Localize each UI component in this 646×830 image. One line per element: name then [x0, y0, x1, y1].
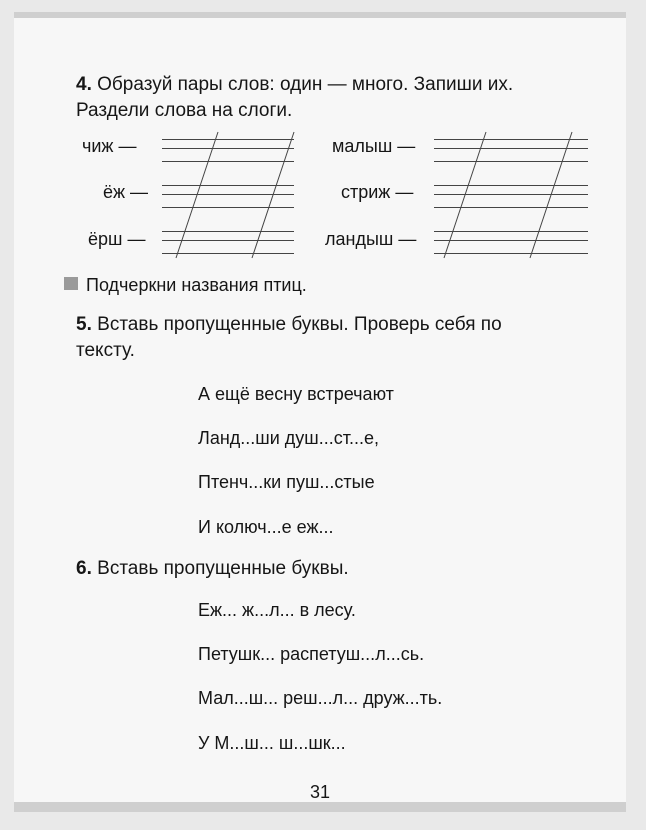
sentence-2: Петушк... распетуш...л...сь. [198, 644, 425, 664]
task-5-line-2: тексту. [76, 340, 135, 361]
poem-line-1: А ещё весну встречают [198, 384, 394, 404]
pair-label-right-3: ландыш — [325, 229, 417, 249]
slant-lines-left [162, 132, 294, 264]
sentence-4: У М...ш... ш...шк... [198, 733, 346, 753]
sentence-3: Мал...ш... реш...л... друж...ть. [198, 688, 443, 708]
page-number: 31 [309, 782, 331, 802]
poem-line-4: И колюч...е еж... [198, 517, 334, 537]
task-5-line-1: Вставь пропущенные буквы. Проверь себя по [97, 314, 502, 335]
task-4-heading [76, 72, 513, 124]
writing-lines-left[interactable] [162, 132, 294, 264]
pair-label-left-2: ёж — [103, 182, 149, 202]
subtask-marker-icon [64, 277, 78, 290]
workbook-page [14, 12, 626, 812]
task-6-line-1: Вставь пропущенные буквы. [97, 558, 349, 579]
subtask-text: Подчеркни названия птиц. [86, 275, 307, 295]
pair-label-right-1: малыш — [332, 136, 416, 156]
poem-line-2: Ланд...ши душ...ст...е, [198, 428, 379, 448]
slant-lines-right [434, 132, 588, 264]
sentence-1: Еж... ж...л... в лесу. [198, 600, 356, 620]
pair-label-right-2: стриж — [341, 182, 414, 202]
writing-lines-right[interactable] [434, 132, 588, 264]
task-5-number: 5. [76, 314, 92, 335]
task-4-number: 4. [76, 74, 92, 95]
task-6-number: 6. [76, 558, 92, 579]
task-4-line-1: Образуй пары слов: один — много. Запиши их. [97, 74, 514, 95]
task-6-heading [76, 556, 349, 582]
task-4-line-2: Раздели слова на слоги. [76, 100, 293, 121]
poem-line-3: Птенч...ки пуш...стые [198, 472, 375, 492]
pair-label-left-3: ёрш — [88, 229, 146, 249]
pair-label-left-1: чиж — [82, 136, 137, 156]
task-5-heading [76, 312, 502, 364]
